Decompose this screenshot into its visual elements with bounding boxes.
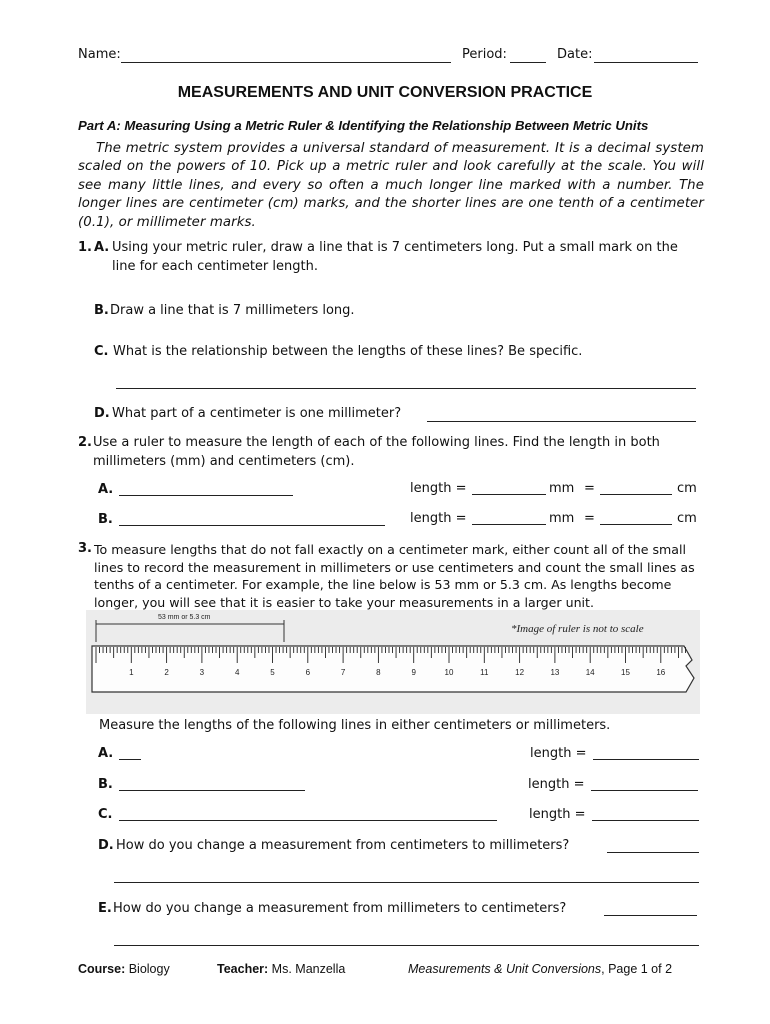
q2b-mm-field[interactable] xyxy=(472,524,546,525)
footer-teacher-value: Ms. Manzella xyxy=(271,962,346,976)
q2b-mm-label: mm xyxy=(549,511,575,526)
q1d-text: What part of a centimeter is one millimeter? xyxy=(112,406,402,421)
ruler-number: 13 xyxy=(550,668,560,677)
q1a-text-1: Using your metric ruler, draw a line that is 7 centimeters long. Put a small mark on the xyxy=(112,240,678,255)
ruler-note: *Image of ruler is not to scale xyxy=(511,623,644,635)
ruler-number: 14 xyxy=(585,668,595,677)
ruler-number: 15 xyxy=(621,668,630,677)
date-label: Date: xyxy=(557,47,593,62)
q3a-line xyxy=(119,759,141,760)
footer-teacher-label: Teacher: xyxy=(217,962,269,976)
q3e-answer-line[interactable] xyxy=(114,945,699,946)
q1-number: 1. xyxy=(78,240,92,255)
q3b-length-field[interactable] xyxy=(591,790,698,791)
q3-measure-text: Measure the lengths of the following lines in either centimeters or millimeters. xyxy=(99,718,611,733)
ruler-caption: 53 mm or 5.3 cm xyxy=(158,614,211,621)
q3a-label: A. xyxy=(98,746,114,761)
q2b-label: B. xyxy=(98,512,113,527)
q3e-label: E. xyxy=(98,901,112,916)
q3d-answer-inline[interactable] xyxy=(607,852,699,853)
ruler-number: 5 xyxy=(270,668,275,677)
date-field[interactable] xyxy=(594,62,698,63)
q3d-label: D. xyxy=(98,838,114,853)
q3b-line xyxy=(119,790,305,791)
footer-course-value: Biology xyxy=(128,962,170,976)
q3-number: 3. xyxy=(78,541,92,556)
q2a-mm-label: mm xyxy=(549,481,575,496)
q2a-length-label: length = xyxy=(410,481,467,496)
q2a-cm-field[interactable] xyxy=(600,494,672,495)
q3c-length-field[interactable] xyxy=(592,820,699,821)
part-a-heading: Part A: Measuring Using a Metric Ruler & Identifying the Relationship Between Metric Units xyxy=(78,118,649,133)
q1b-text: Draw a line that is 7 millimeters long. xyxy=(110,303,355,318)
q3e-text: How do you change a measurement from millimeters to centimeters? xyxy=(113,901,567,916)
ruler-body xyxy=(92,646,694,692)
page-title: MEASUREMENTS AND UNIT CONVERSION PRACTICE xyxy=(177,84,593,101)
ruler-number: 9 xyxy=(411,668,416,677)
q2b-length-label: length = xyxy=(410,511,467,526)
ruler-number: 11 xyxy=(480,668,489,677)
ruler-number: 6 xyxy=(305,668,311,677)
period-field[interactable] xyxy=(510,62,546,63)
q3-text: To measure lengths that do not fall exactly on a centimeter mark, either count all of the small lines to record the measurement in millimeters or use centimeters and count the small lines as tenths of a centimeter. For example, the line below is 53 mm or 5.3 cm. As lengths become longer, you will see that it is easier to take your measurements in a larger unit. xyxy=(94,542,695,610)
part-a-intro: The metric system provides a universal standard of measurement. It is a decimal system scaled on the powers of 10. Pick up a metric ruler and look carefully at the scale. You will see many little lines, and every so often a much longer line marked with a number. The longer lines are centimeter (cm) marks, and the shorter lines are one tenth of a centimeter (0.1), or millimeter marks. xyxy=(78,141,704,230)
q2b-equals: = xyxy=(584,511,595,526)
ruler-number: 16 xyxy=(656,668,666,677)
ruler-number: 2 xyxy=(164,668,169,677)
q2a-mm-field[interactable] xyxy=(472,494,546,495)
q3a-length-label: length = xyxy=(530,746,587,761)
ruler-image xyxy=(86,610,700,714)
q2-text-2: millimeters (mm) and centimeters (cm). xyxy=(93,454,355,469)
q1a-label: A. xyxy=(94,240,110,255)
q1a-text-2: line for each centimeter length. xyxy=(112,259,318,274)
ruler-number: 12 xyxy=(515,668,525,677)
q1c-label: C. xyxy=(94,344,109,359)
footer-teacher xyxy=(217,962,345,976)
footer-course-label: Course: xyxy=(78,962,126,976)
q1d-answer-line[interactable] xyxy=(427,421,696,422)
footer-page-info: , Page 1 of 2 xyxy=(601,962,673,976)
q2b-cm-label: cm xyxy=(677,511,697,526)
q2-number: 2. xyxy=(78,435,92,450)
q3c-line xyxy=(119,820,497,821)
q3b-length-label: length = xyxy=(528,777,585,792)
q3a-length-field[interactable] xyxy=(593,759,699,760)
q1b-label: B. xyxy=(94,303,109,318)
q3d-text: How do you change a measurement from centimeters to millimeters? xyxy=(116,838,570,853)
ruler-number: 8 xyxy=(376,668,381,677)
q2-text-1: Use a ruler to measure the length of each of the following lines. Find the length in both xyxy=(93,435,660,450)
ruler-number: 10 xyxy=(444,668,454,677)
name-label: Name: xyxy=(78,47,121,62)
footer-course xyxy=(78,962,170,976)
q2a-label: A. xyxy=(98,482,114,497)
q2b-line xyxy=(119,525,385,526)
q1c-answer-line[interactable] xyxy=(116,388,696,389)
ruler-number: 4 xyxy=(234,668,240,677)
name-field[interactable] xyxy=(121,62,451,63)
q2a-line xyxy=(119,495,293,496)
q1d-label: D. xyxy=(94,406,110,421)
q2a-equals: = xyxy=(584,481,595,496)
q3c-length-label: length = xyxy=(529,807,586,822)
q3c-label: C. xyxy=(98,807,113,822)
q3d-answer-line[interactable] xyxy=(114,882,699,883)
ruler-number: 1 xyxy=(129,668,134,677)
q2a-cm-label: cm xyxy=(677,481,697,496)
footer-page-title: Measurements & Unit Conversions xyxy=(408,962,602,976)
footer-page xyxy=(408,962,672,976)
ruler-number: 3 xyxy=(199,668,205,677)
q3b-label: B. xyxy=(98,777,113,792)
q1c-text: What is the relationship between the lengths of these lines? Be specific. xyxy=(113,344,583,359)
q3e-answer-inline[interactable] xyxy=(604,915,697,916)
q2b-cm-field[interactable] xyxy=(600,524,672,525)
ruler-number: 7 xyxy=(340,668,346,677)
period-label: Period: xyxy=(462,47,507,62)
